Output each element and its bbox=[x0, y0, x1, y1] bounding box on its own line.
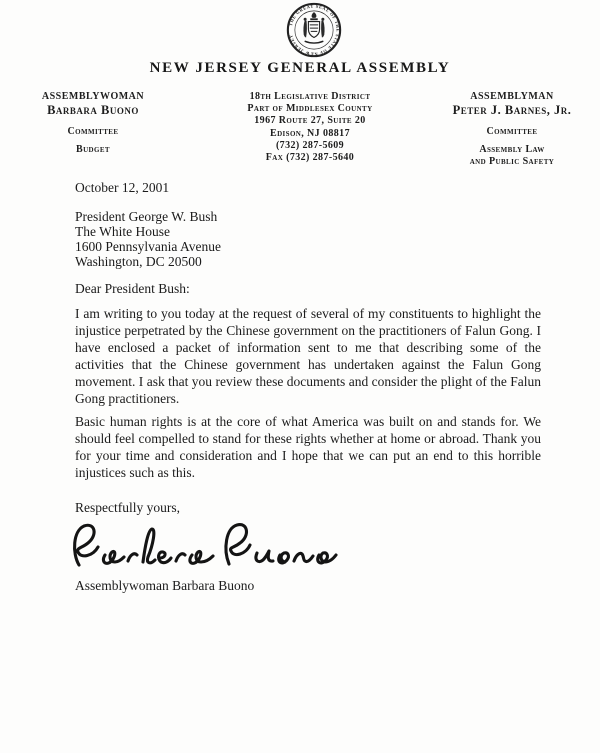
recipient-city: Washington, DC 20500 bbox=[75, 254, 202, 269]
county-line: Part of Middlesex County bbox=[247, 103, 373, 115]
recipient-org: The White House bbox=[75, 224, 170, 239]
typed-signature-name: Assemblywoman Barbara Buono bbox=[75, 578, 255, 594]
right-member-title: ASSEMBLYMAN bbox=[470, 91, 554, 102]
right-committee-label: Committee bbox=[486, 126, 538, 137]
city-line: Edison, NJ 08817 bbox=[270, 127, 350, 139]
signature-handwriting bbox=[65, 517, 343, 575]
right-committee-name-line2: and Public Safety bbox=[469, 156, 555, 167]
district-line: 18th Legislative District bbox=[249, 91, 371, 102]
letterhead-left bbox=[14, 91, 172, 156]
left-member-name: Barbara Buono bbox=[47, 103, 139, 117]
recipient-address bbox=[75, 209, 541, 269]
closing: Respectfully yours, bbox=[75, 500, 180, 516]
paragraph-1: I am writing to you today at the request of several of my constituents to highlight the injustice perpetrated by the Chinese government on the practitioners of Falun Gong. I have enclosed a packet of information sent to me that describing some of the activities that the Chinese government has undertaken against the Falun Gong movement. I ask that you review these documents and consider the plight of the Falun Gong practitioners. bbox=[75, 306, 541, 406]
recipient-street: 1600 Pennsylvania Avenue bbox=[75, 239, 221, 254]
phone-line: (732) 287-5609 bbox=[275, 139, 345, 151]
left-member-title: ASSEMBLYWOMAN bbox=[41, 91, 145, 102]
recipient-name: President George W. Bush bbox=[75, 209, 218, 224]
right-member-name: Peter J. Barnes, Jr. bbox=[452, 103, 572, 117]
letterhead-right bbox=[433, 91, 591, 168]
fax-line: Fax (732) 287-5640 bbox=[265, 152, 355, 164]
masthead-title: NEW JERSEY GENERAL ASSEMBLY bbox=[149, 60, 451, 76]
street-line: 1967 Route 27, Suite 20 bbox=[254, 115, 366, 127]
letterhead-center bbox=[213, 91, 407, 164]
salutation: Dear President Bush: bbox=[75, 281, 190, 296]
letter-body bbox=[75, 180, 541, 594]
paragraph-2: Basic human rights is at the core of what America was built on and stands for. We should feel compelled to stand for these rights whether at home or abroad. Thank you for your time and consideration and I hope that we can put an end to this horrible injustices such as this. bbox=[75, 414, 541, 481]
left-committee-label: Committee bbox=[67, 126, 119, 137]
right-committee-name-line1: Assembly Law bbox=[479, 144, 545, 155]
left-committee-name: Budget bbox=[76, 144, 110, 155]
seal-ring-text: THE GREAT SEAL OF THE STATE OF NEW JERSEY bbox=[287, 3, 341, 57]
letter-date: October 12, 2001 bbox=[75, 180, 170, 195]
nj-state-seal-icon bbox=[286, 2, 342, 58]
